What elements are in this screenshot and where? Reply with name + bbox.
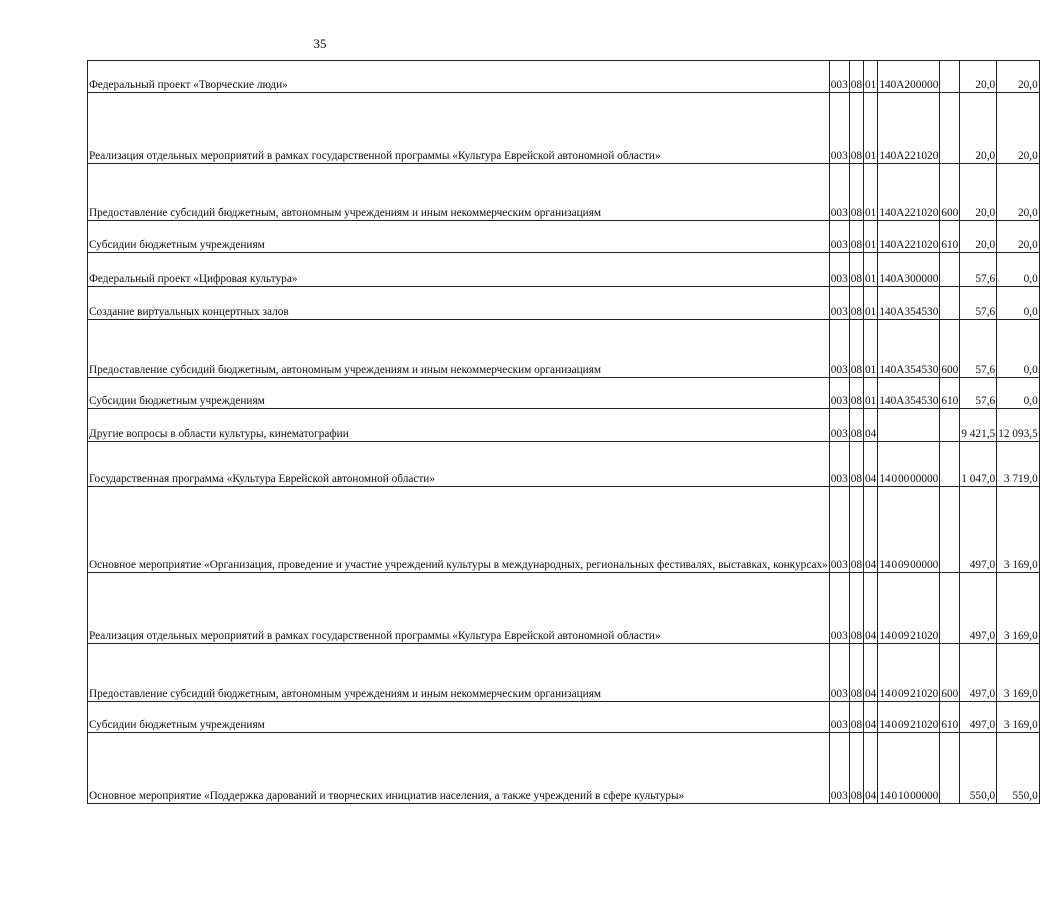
table-row bbox=[88, 487, 1040, 573]
row-name: Субсидии бюджетным учреждениям bbox=[88, 378, 830, 409]
target-article-part: 00000 bbox=[910, 559, 939, 571]
subsection-code: 04 bbox=[864, 573, 878, 644]
amount-year-1: 550,0 bbox=[960, 733, 997, 804]
grbs-code: 003 bbox=[829, 253, 849, 287]
target-article-part: 21020 bbox=[910, 239, 939, 251]
target-article-part: 00000 bbox=[910, 473, 939, 485]
expense-type-code: 600 bbox=[940, 644, 960, 702]
target-article-part: 14 bbox=[879, 239, 891, 251]
target-article-part: 0 bbox=[891, 688, 898, 700]
grbs-code: 003 bbox=[829, 61, 849, 93]
target-article-part: 21020 bbox=[910, 630, 939, 642]
target-article-part: 14 bbox=[879, 364, 891, 376]
amount-year-2: 3 169,0 bbox=[997, 702, 1040, 733]
subsection-code: 04 bbox=[864, 702, 878, 733]
amount-year-1: 57,6 bbox=[960, 287, 997, 320]
target-article-part: 0 bbox=[890, 364, 897, 376]
target-article-code bbox=[878, 573, 940, 644]
row-name: Федеральный проект «Творческие люди» bbox=[88, 61, 830, 93]
target-article-part: 14 bbox=[879, 207, 891, 219]
target-article-part: 21020 bbox=[910, 150, 939, 162]
grbs-code: 003 bbox=[829, 320, 849, 378]
target-article-part: 0 bbox=[891, 719, 898, 731]
expense-type-code: 610 bbox=[940, 378, 960, 409]
grbs-code: 003 bbox=[829, 487, 849, 573]
target-article-parts bbox=[879, 79, 938, 92]
target-article-part: 0 bbox=[890, 150, 897, 162]
amount-year-2: 3 169,0 bbox=[997, 644, 1040, 702]
grbs-code: 003 bbox=[829, 573, 849, 644]
table-row bbox=[88, 61, 1040, 93]
subsection-code: 01 bbox=[864, 93, 878, 164]
amount-year-2: 20,0 bbox=[997, 61, 1040, 93]
subsection-code: 04 bbox=[864, 409, 878, 442]
subsection-code: 04 bbox=[864, 733, 878, 804]
subsection-code: 04 bbox=[864, 644, 878, 702]
target-article-part: 14 bbox=[879, 79, 891, 91]
expense-type-code bbox=[940, 409, 960, 442]
section-code: 08 bbox=[849, 409, 863, 442]
row-name: Создание виртуальных концертных залов bbox=[88, 287, 830, 320]
section-code: 08 bbox=[849, 287, 863, 320]
amount-year-2: 0,0 bbox=[997, 320, 1040, 378]
row-name: Основное мероприятие «Поддержка дарований и творческих инициатив населения, а также учреждений в сфере культуры» bbox=[88, 733, 830, 804]
target-article-part: 14 bbox=[879, 150, 891, 162]
amount-year-1: 57,6 bbox=[960, 378, 997, 409]
amount-year-1: 20,0 bbox=[960, 164, 997, 221]
target-article-code bbox=[878, 253, 940, 287]
expense-type-code: 610 bbox=[940, 221, 960, 253]
budget-table bbox=[87, 60, 1040, 804]
target-article-part: 0 bbox=[890, 207, 897, 219]
target-article-part: 0 bbox=[891, 630, 898, 642]
table-row bbox=[88, 378, 1040, 409]
section-code: 08 bbox=[849, 61, 863, 93]
expense-type-code bbox=[940, 253, 960, 287]
expense-type-code bbox=[940, 733, 960, 804]
target-article-part: 0 bbox=[890, 273, 897, 285]
target-article-code bbox=[878, 487, 940, 573]
table-row bbox=[88, 644, 1040, 702]
target-article-part: 0 bbox=[890, 395, 897, 407]
amount-year-2: 0,0 bbox=[997, 253, 1040, 287]
section-code: 08 bbox=[849, 221, 863, 253]
table-row bbox=[88, 733, 1040, 804]
row-name: Государственная программа «Культура Еврейской автономной области» bbox=[88, 442, 830, 487]
grbs-code: 003 bbox=[829, 442, 849, 487]
target-article-part: 14 bbox=[879, 273, 891, 285]
target-article-parts bbox=[879, 688, 938, 701]
amount-year-1: 1 047,0 bbox=[960, 442, 997, 487]
section-code: 08 bbox=[849, 93, 863, 164]
target-article-code bbox=[878, 702, 940, 733]
target-article-part: A2 bbox=[896, 150, 911, 162]
target-article-part: 09 bbox=[897, 688, 910, 700]
grbs-code: 003 bbox=[829, 164, 849, 221]
amount-year-1: 57,6 bbox=[960, 320, 997, 378]
expense-type-code bbox=[940, 61, 960, 93]
target-article-part: 00000 bbox=[910, 79, 939, 91]
table-row bbox=[88, 442, 1040, 487]
grbs-code: 003 bbox=[829, 644, 849, 702]
row-name: Федеральный проект «Цифровая культура» bbox=[88, 253, 830, 287]
target-article-part: 54530 bbox=[910, 364, 939, 376]
grbs-code: 003 bbox=[829, 93, 849, 164]
row-name: Предоставление субсидий бюджетным, автономным учреждениям и иным некоммерческим организациям bbox=[88, 644, 830, 702]
target-article-part: 14 bbox=[879, 559, 891, 571]
target-article-parts bbox=[879, 150, 938, 163]
subsection-code: 01 bbox=[864, 287, 878, 320]
row-name: Основное мероприятие «Организация, проведение и участие учреждений культуры в международных, региональных фестивалях, выставках, конкурсах» bbox=[88, 487, 830, 573]
section-code: 08 bbox=[849, 644, 863, 702]
table-row bbox=[88, 702, 1040, 733]
table-row bbox=[88, 253, 1040, 287]
target-article-part: 09 bbox=[897, 719, 910, 731]
subsection-code: 01 bbox=[864, 221, 878, 253]
target-article-part: 14 bbox=[879, 630, 891, 642]
target-article-parts bbox=[879, 306, 938, 319]
target-article-code bbox=[878, 93, 940, 164]
target-article-part: 0 bbox=[890, 79, 897, 91]
target-article-parts bbox=[879, 207, 938, 220]
target-article-code bbox=[878, 320, 940, 378]
grbs-code: 003 bbox=[829, 378, 849, 409]
row-name: Предоставление субсидий бюджетным, автономным учреждениям и иным некоммерческим организациям bbox=[88, 320, 830, 378]
target-article-parts bbox=[879, 273, 938, 286]
target-article-part: A3 bbox=[896, 395, 911, 407]
expense-type-code: 610 bbox=[940, 702, 960, 733]
target-article-parts bbox=[879, 473, 938, 486]
amount-year-2: 3 169,0 bbox=[997, 487, 1040, 573]
target-article-code bbox=[878, 442, 940, 487]
section-code: 08 bbox=[849, 378, 863, 409]
expense-type-code bbox=[940, 487, 960, 573]
row-name: Реализация отдельных мероприятий в рамках государственной программы «Культура Еврейской автономной области» bbox=[88, 573, 830, 644]
amount-year-2: 20,0 bbox=[997, 164, 1040, 221]
grbs-code: 003 bbox=[829, 409, 849, 442]
target-article-code bbox=[878, 61, 940, 93]
subsection-code: 04 bbox=[864, 487, 878, 573]
amount-year-1: 497,0 bbox=[960, 702, 997, 733]
table-row bbox=[88, 221, 1040, 253]
target-article-part: 0 bbox=[890, 239, 897, 251]
row-name: Реализация отдельных мероприятий в рамках государственной программы «Культура Еврейской автономной области» bbox=[88, 93, 830, 164]
target-article-parts bbox=[879, 630, 938, 643]
subsection-code: 01 bbox=[864, 378, 878, 409]
amount-year-1: 20,0 bbox=[960, 93, 997, 164]
target-article-part: 14 bbox=[879, 790, 891, 802]
amount-year-1: 497,0 bbox=[960, 487, 997, 573]
amount-year-1: 497,0 bbox=[960, 573, 997, 644]
section-code: 08 bbox=[849, 442, 863, 487]
target-article-code bbox=[878, 733, 940, 804]
expense-type-code bbox=[940, 93, 960, 164]
target-article-part: 54530 bbox=[910, 395, 939, 407]
subsection-code: 01 bbox=[864, 61, 878, 93]
target-article-part: 14 bbox=[879, 395, 891, 407]
subsection-code: 01 bbox=[864, 164, 878, 221]
expense-type-code: 600 bbox=[940, 320, 960, 378]
target-article-part: 0 bbox=[891, 790, 898, 802]
page-number: 35 bbox=[313, 36, 327, 51]
target-article-parts bbox=[879, 719, 938, 732]
row-name: Другие вопросы в области культуры, кинематографии bbox=[88, 409, 830, 442]
table-row bbox=[88, 287, 1040, 320]
section-code: 08 bbox=[849, 320, 863, 378]
target-article-part: 21020 bbox=[910, 719, 939, 731]
target-article-part: 14 bbox=[879, 719, 891, 731]
amount-year-2: 3 169,0 bbox=[997, 573, 1040, 644]
amount-year-1: 57,6 bbox=[960, 253, 997, 287]
amount-year-2: 20,0 bbox=[997, 93, 1040, 164]
target-article-code bbox=[878, 164, 940, 221]
amount-year-2: 12 093,5 bbox=[997, 409, 1040, 442]
grbs-code: 003 bbox=[829, 287, 849, 320]
table-row bbox=[88, 93, 1040, 164]
amount-year-2: 0,0 bbox=[997, 287, 1040, 320]
section-code: 08 bbox=[849, 253, 863, 287]
target-article-part: 0 bbox=[891, 559, 898, 571]
target-article-code bbox=[878, 644, 940, 702]
expense-type-code bbox=[940, 442, 960, 487]
table-row bbox=[88, 573, 1040, 644]
target-article-parts bbox=[879, 790, 938, 803]
amount-year-1: 9 421,5 bbox=[960, 409, 997, 442]
target-article-parts bbox=[879, 364, 938, 377]
target-article-part: 10 bbox=[897, 790, 910, 802]
target-article-code bbox=[878, 378, 940, 409]
target-article-part: 0 bbox=[891, 473, 898, 485]
target-article-part: 21020 bbox=[910, 207, 939, 219]
target-article-part: 09 bbox=[897, 559, 910, 571]
target-article-part: A3 bbox=[896, 273, 911, 285]
table-row bbox=[88, 320, 1040, 378]
target-article-parts bbox=[879, 395, 938, 408]
expense-type-code bbox=[940, 573, 960, 644]
target-article-part: 09 bbox=[897, 630, 910, 642]
target-article-part: 14 bbox=[879, 473, 891, 485]
target-article-part: A2 bbox=[896, 207, 911, 219]
target-article-part: A3 bbox=[896, 364, 911, 376]
row-name: Субсидии бюджетным учреждениям bbox=[88, 702, 830, 733]
target-article-code bbox=[878, 287, 940, 320]
row-name: Субсидии бюджетным учреждениям bbox=[88, 221, 830, 253]
target-article-part: 0 bbox=[890, 306, 897, 318]
subsection-code: 01 bbox=[864, 253, 878, 287]
section-code: 08 bbox=[849, 733, 863, 804]
target-article-part: 54530 bbox=[910, 306, 939, 318]
target-article-part: 00000 bbox=[910, 790, 939, 802]
amount-year-2: 20,0 bbox=[997, 221, 1040, 253]
amount-year-1: 497,0 bbox=[960, 644, 997, 702]
amount-year-1: 20,0 bbox=[960, 221, 997, 253]
amount-year-2: 3 719,0 bbox=[997, 442, 1040, 487]
section-code: 08 bbox=[849, 702, 863, 733]
table-row bbox=[88, 409, 1040, 442]
target-article-part: 21020 bbox=[910, 688, 939, 700]
section-code: 08 bbox=[849, 164, 863, 221]
target-article-part: 14 bbox=[879, 306, 891, 318]
table-row bbox=[88, 164, 1040, 221]
amount-year-2: 550,0 bbox=[997, 733, 1040, 804]
target-article-parts bbox=[879, 559, 938, 572]
target-article-code bbox=[878, 409, 940, 442]
target-article-code bbox=[878, 221, 940, 253]
subsection-code: 04 bbox=[864, 442, 878, 487]
target-article-part: A2 bbox=[896, 239, 911, 251]
amount-year-1: 20,0 bbox=[960, 61, 997, 93]
target-article-part: 00000 bbox=[910, 273, 939, 285]
target-article-part: 00 bbox=[897, 473, 910, 485]
subsection-code: 01 bbox=[864, 320, 878, 378]
section-code: 08 bbox=[849, 487, 863, 573]
row-name: Предоставление субсидий бюджетным, автономным учреждениям и иным некоммерческим организациям bbox=[88, 164, 830, 221]
target-article-part: 14 bbox=[879, 688, 891, 700]
section-code: 08 bbox=[849, 573, 863, 644]
target-article-part: A3 bbox=[896, 306, 911, 318]
target-article-part: A2 bbox=[896, 79, 911, 91]
target-article-parts bbox=[879, 239, 938, 252]
amount-year-2: 0,0 bbox=[997, 378, 1040, 409]
expense-type-code: 600 bbox=[940, 164, 960, 221]
expense-type-code bbox=[940, 287, 960, 320]
grbs-code: 003 bbox=[829, 221, 849, 253]
grbs-code: 003 bbox=[829, 702, 849, 733]
grbs-code: 003 bbox=[829, 733, 849, 804]
